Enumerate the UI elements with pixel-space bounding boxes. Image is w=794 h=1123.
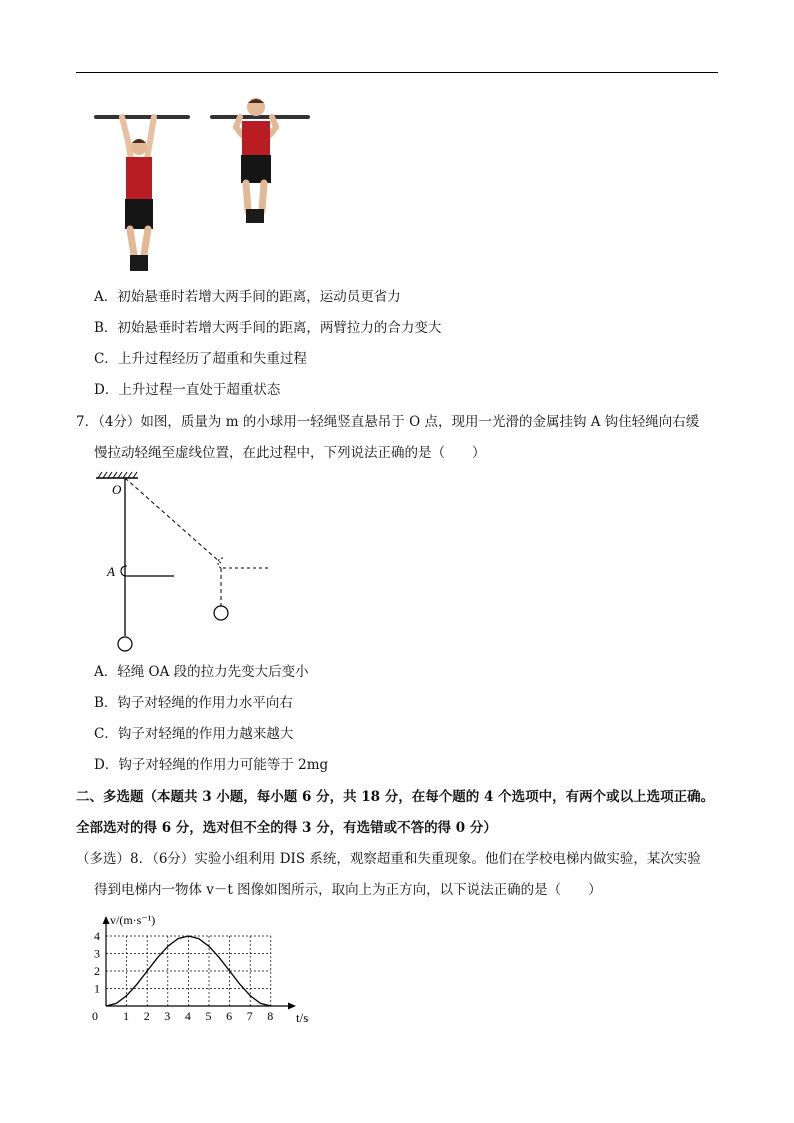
ball-initial [118,637,132,651]
y-tick-label: 3 [94,946,100,961]
athlete-hanging-figure [94,115,190,271]
athlete-raised-figure [210,98,310,223]
q6-option-b: B．初始悬垂时若增大两手间的距离，两臂拉力的合力变大 [94,320,442,336]
q7-option-b: B．钩子对轻绳的作用力水平向右 [94,695,293,711]
y-tick-label: 2 [94,964,100,978]
origin-label: 0 [92,1009,98,1023]
q7-stem-line1: 7．（4分）如图，质量为 m 的小球用一轻绳竖直悬吊于 O 点，现用一光滑的金属挂钩 A 钩住轻绳向右缓 [76,414,700,430]
ball-final [214,606,228,620]
x-axis-arrow [288,1003,296,1010]
x-tick-label: 8 [267,1009,274,1023]
y-axis-label: v/(m·s⁻¹) [110,913,156,927]
q8-stem-line2: 得到电梯内一物体 v－t 图像如图所示，取向上为正方向，以下说法正确的是（ ） [94,882,602,898]
pullup-figure [92,95,312,280]
x-tick-label: 2 [143,1009,150,1023]
point-o-label: O [112,482,122,497]
x-tick-label: 4 [184,1009,191,1023]
x-tick-label: 7 [246,1009,253,1023]
x-tick-label: 1 [123,1009,130,1023]
section2-heading-line2: 全部选对的得 6 分，选对但不全的得 3 分，有选错或不答的得 0 分） [76,820,497,836]
q6-option-d: D．上升过程一直处于超重状态 [94,382,281,398]
section2-heading-line1: 二、多选题（本题共 3 小题，每小题 6 分，共 18 分，在每个题的 4 个选项中，有两个或以上选项正确。 [76,789,715,805]
q7-stem-line2: 慢拉动轻绳至虚线位置，在此过程中，下列说法正确的是（ ） [94,445,486,461]
q6-option-a: A．初始悬垂时若增大两手间的距离，运动员更省力 [94,289,401,305]
q8-stem-line1: （多选）8．（6分）实验小组利用 DIS 系统，观察超重和失重现象。他们在学校电梯内做实验，某次实验 [76,851,701,867]
rope-dashed-upper [125,478,221,563]
vt-chart [84,908,324,1028]
x-tick-label: 3 [164,1009,171,1023]
q7-option-d: D．钩子对轻绳的作用力可能等于 2mg [94,757,329,773]
header-rule [76,72,718,73]
x-tick-label: 6 [226,1009,233,1023]
rope-hook-figure [90,470,280,655]
y-axis-arrow [103,916,110,924]
q6-option-c: C．上升过程经历了超重和失重过程 [94,351,307,367]
x-axis-label: t/s [296,1010,309,1025]
q7-option-c: C．钩子对轻绳的作用力越来越大 [94,726,294,742]
q7-option-a: A．轻绳 OA 段的拉力先变大后变小 [94,664,309,680]
y-tick-label: 4 [94,929,100,943]
x-tick-label: 5 [205,1009,212,1023]
y-tick-label: 1 [94,981,100,996]
point-a-label: A [107,564,115,579]
